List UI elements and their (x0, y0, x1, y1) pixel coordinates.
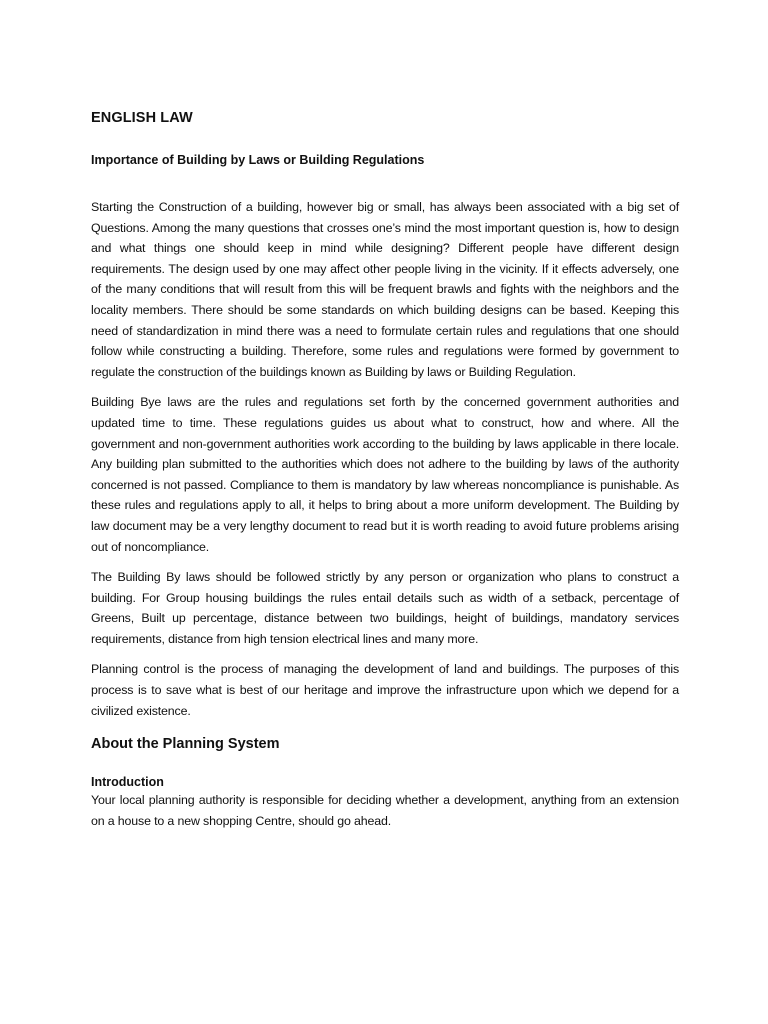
paragraph-1: Starting the Construction of a building, however big or small, has always been associated with a big set of Questions. Among the many questions that crosses one’s mind the most important question is, how to design and what things one should keep in mind while designing? Different people have different design requirements. The design used by one may affect other people living in the vicinity. If it effects adversely, one of the many conditions that will result from this will be frequent brawls and fights with the neighbors and the locality members. There should be some standards on which building designs can be based. Keeping this need of standardization in mind there was a need to formulate certain rules and regulations that one should follow while constructing a building. Therefore, some rules and regulations were formed by government to regulate the construction of the buildings known as Building by laws or Building Regulation. (91, 200, 679, 379)
paragraph-2: Building Bye laws are the rules and regulations set forth by the concerned government authorities and updated time to time. These regulations guides us about what to construct, how and where. All the government and non-government authorities work according to the building by laws applicable in there locale. Any building plan submitted to the authorities which does not adhere to the building by laws of the authority concerned is not passed. Compliance to them is mandatory by law whereas noncompliance is punishable. As these rules and regulations apply to all, it helps to bring about a more uniform development. The Building by law document may be a very lengthy document to read but it is worth reading to avoid future problems arising out of noncompliance. (91, 395, 679, 554)
paragraph-4: Planning control is the process of managing the development of land and buildings. The purposes of this process is to save what is best of our heritage and improve the infrastructure upon which we depend for a civilized existence. (91, 662, 679, 718)
paragraph-3: The Building By laws should be followed strictly by any person or organization who plans to construct a building. For Group housing buildings the rules entail details such as width of a setback, percentage of Greens, Built up percentage, distance between two buildings, height of buildings, mandatory services requirements, distance from high tension electrical lines and many more. (91, 570, 679, 646)
section-heading-planning-system: About the Planning System (91, 736, 280, 753)
introduction-paragraph: Your local planning authority is responsible for deciding whether a development, anything from an extension on a house to a new shopping Centre, should go ahead. (91, 793, 679, 828)
document-title: ENGLISH LAW (91, 110, 193, 126)
introduction-heading: Introduction (91, 775, 164, 790)
document-subtitle: Importance of Building by Laws or Building Regulations (91, 153, 425, 167)
document-content (91, 110, 679, 831)
